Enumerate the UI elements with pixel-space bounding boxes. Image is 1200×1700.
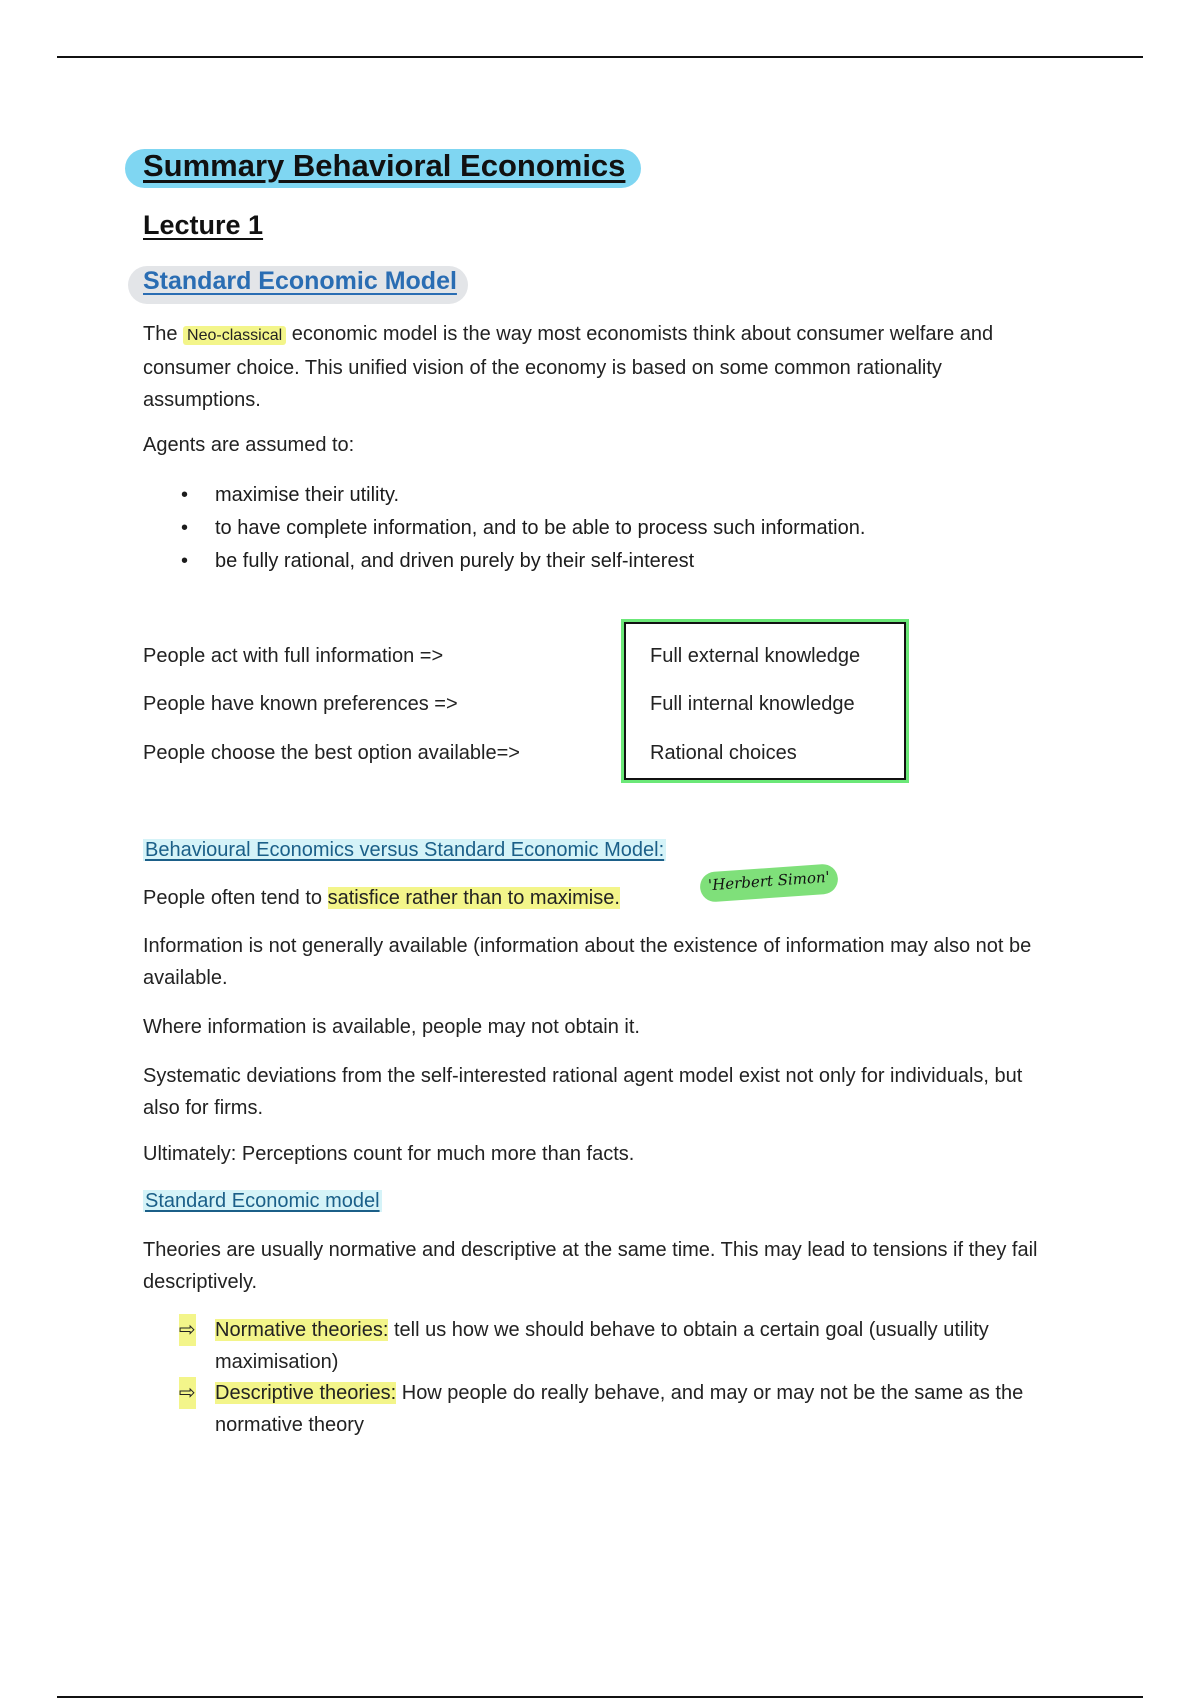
list-item-text: to have complete information, and to be able to process such information. (215, 517, 866, 539)
list-item-text: maximise their utility. (215, 484, 400, 506)
bullet-icon: • (181, 484, 189, 506)
arrow-right-icon: ⇨ (179, 1377, 196, 1409)
paragraph-deviations: Systematic deviations from the self-interested rational agent model exist not only for individuals, but also for firms. (143, 1065, 1023, 1119)
mapping-left-3: People choose the best option available=> (143, 742, 520, 764)
arrow-right-icon: ⇨ (179, 1314, 196, 1346)
paragraph-perceptions: Ultimately: Perceptions count for much more than facts. (143, 1143, 635, 1165)
satisfice-line (143, 882, 743, 914)
intro-paragraph (143, 318, 1063, 416)
handwritten-note: 'Herbert Simon' (707, 867, 831, 895)
sem-heading-text: Standard Economic model (145, 1190, 380, 1212)
behavioural-heading (143, 839, 666, 862)
section-title: Standard Economic Model (143, 267, 457, 295)
mapping-left-2: People have known preferences => (143, 693, 458, 715)
normative-theory-item (143, 1314, 1063, 1378)
paragraph-obtain: Where information is available, people may not obtain it. (143, 1016, 640, 1038)
list-item-text: be fully rational, and driven purely by their self-interest (215, 550, 695, 572)
mapping-right-3: Rational choices (650, 742, 797, 764)
top-rule (57, 56, 1143, 58)
satisfice-highlight: satisfice rather than to maximise. (327, 887, 620, 909)
bullet-icon: • (181, 517, 189, 539)
list-item (143, 545, 865, 578)
descriptive-theory-item (143, 1377, 1063, 1441)
intro-before: The (143, 323, 184, 345)
behavioural-heading-text: Behavioural Economics versus Standard Economic Model: (145, 839, 665, 861)
neo-classical-highlight: Neo-classical (183, 326, 286, 345)
mapping-left-1: People act with full information => (143, 645, 444, 667)
mapping-right-1: Full external knowledge (650, 645, 861, 667)
bullet-icon: • (181, 550, 189, 572)
lecture-heading: Lecture 1 (143, 210, 264, 240)
sem-heading (143, 1190, 382, 1213)
list-item (143, 512, 865, 545)
list-item (143, 479, 865, 512)
page-title: Summary Behavioral Economics (143, 148, 626, 183)
bottom-rule (57, 1696, 1143, 1698)
paragraph-info-availability: Information is not generally available (information about the existence of information may also not be available. (143, 935, 1032, 989)
mapping-right-2: Full internal knowledge (650, 693, 855, 715)
intro-after: economic model is the way most economists think about consumer welfare and consumer choice. This unified vision of the economy is based on some common rationality assumptions. (143, 323, 994, 411)
normative-text: tell us how we should behave to obtain a certain goal (usually utility maximisation) (215, 1319, 989, 1373)
satisfice-before: People often tend to (143, 887, 328, 909)
agents-intro: Agents are assumed to: (143, 434, 355, 456)
theories-intro: Theories are usually normative and descriptive at the same time. This may lead to tensions if they fail descriptively. (143, 1239, 1038, 1293)
descriptive-label: Descriptive theories: (215, 1382, 397, 1404)
assumption-list (143, 479, 865, 578)
normative-label: Normative theories: (215, 1319, 389, 1341)
descriptive-text: How people do really behave, and may or may not be the same as the normative theory (215, 1382, 1024, 1436)
